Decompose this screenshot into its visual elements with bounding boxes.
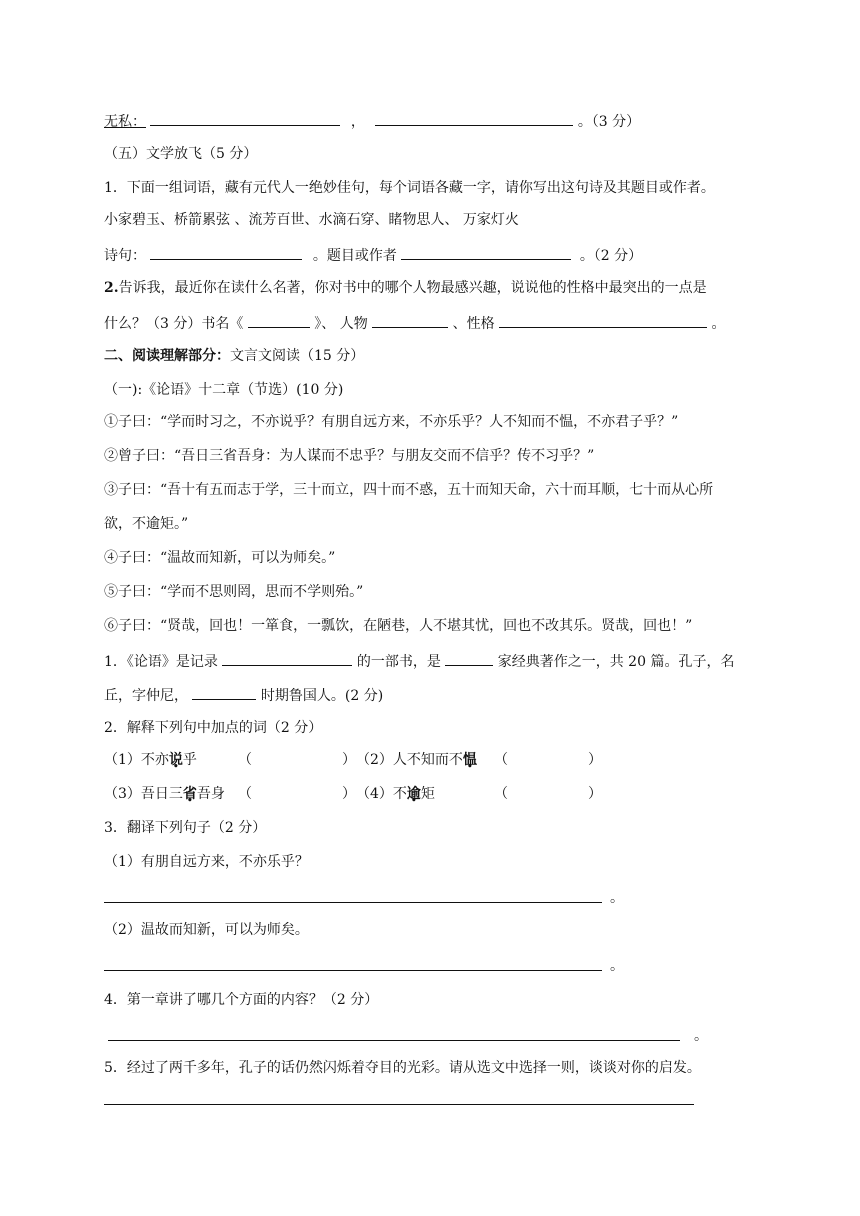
q2-tail: 。: [711, 316, 726, 332]
q2-text: 告诉我，最近你在读什么名著，你对书中的哪个人物最感兴趣，说说他的性格中最突出的一点是: [118, 280, 707, 296]
passage-4: ④子曰：“温故而知新，可以为师矣。”: [104, 550, 336, 566]
part2-title: [104, 346, 364, 366]
passage-3: ③子曰：“吾十有五而志于学，三十而立，四十而不惑，五十而知天命，六十而耳顺，七十而从心所: [104, 482, 714, 498]
r2-item-1-dot-word: 说: [168, 752, 183, 768]
q1-poem-label: 诗句：: [104, 248, 146, 264]
r2-item-2-pre: （2）人不知而不: [356, 752, 463, 768]
r1-e: 时期鲁国人。(2 分): [260, 688, 384, 704]
r2-item-4-post: 矩: [420, 786, 435, 802]
r2-item-2: [356, 750, 477, 770]
r2-item-2-close: ）: [588, 752, 602, 768]
passage-2: ②曾子曰：“吾日三省吾身：为人谋而不忠乎？与朋友交而不信乎？传不习乎？”: [104, 448, 595, 464]
r3-q2: （2）温故而知新，可以为师矣。: [104, 922, 309, 938]
r3-q1-period: 。: [610, 890, 624, 906]
part2-title-rest: 文言文阅读（15 分）: [230, 348, 365, 364]
passage-3-cont: 欲，不逾矩。”: [104, 516, 189, 532]
r4-title: 4．第一章讲了哪几个方面的内容？（2 分）: [104, 992, 379, 1008]
q1-text: 1．下面一组词语，藏有元代人一绝妙佳句，每个词语各藏一字，请你写出这句诗及其题目或作者。: [104, 180, 715, 196]
q2-start: 什么？（3 分）书名《: [104, 316, 244, 332]
r3-q1-answer-line[interactable]: [104, 902, 602, 903]
r1-a: 1．《论语》是记录: [104, 654, 218, 670]
q2-trait-blank[interactable]: [499, 312, 707, 328]
q2-person-blank[interactable]: [372, 312, 448, 328]
part2-title-bold: 二、阅读理解部分：: [104, 348, 230, 364]
r2-item-3-open: （: [238, 786, 252, 802]
r1-blank-2[interactable]: [445, 650, 493, 666]
r5-title: 5．经过了两千多年，孔子的话仍然闪烁着夺目的光彩。请从选文中选择一则，谈谈对你的启发。: [104, 1060, 701, 1076]
q2-mid2: 、性格: [452, 316, 495, 332]
r2-item-1-post: 乎: [182, 752, 197, 768]
q1-words: 小家碧玉、桥箭累弦 、流芳百世、水滴石穿、睹物思人、 万家灯火: [104, 212, 519, 228]
r3-q2-answer-line[interactable]: [104, 970, 602, 971]
q1-tail: 。（2 分）: [579, 248, 643, 264]
r2-item-4-close: ）: [588, 786, 602, 802]
r5-answer-line[interactable]: [104, 1104, 694, 1105]
r3-q1: （1）有朋自远方来，不亦乐乎？: [104, 854, 309, 870]
q1-sep: 。题目或作者: [312, 248, 397, 264]
q2-line2: [104, 312, 726, 334]
wusi-line: [104, 110, 640, 132]
q1-poem-blank[interactable]: [150, 244, 302, 260]
sub1-title: （一):《论语》十二章（节选）(10 分): [104, 382, 344, 398]
q2-num: 2.: [104, 280, 119, 296]
q2-book-blank[interactable]: [248, 312, 310, 328]
r1-line2: [104, 684, 383, 706]
r2-item-3: [104, 784, 225, 804]
passage-1: ①子曰：“学而时习之，不亦说乎？有朋自远方来，不亦乐乎？人不知而不愠，不亦君子乎？”: [104, 414, 679, 430]
r1-c: 家经典著作之一，共 20 篇。孔子，名: [497, 654, 735, 670]
r1-blank-1[interactable]: [222, 650, 352, 666]
r2-item-3-dot-word: 省: [182, 786, 197, 802]
q1-answer-line: [104, 244, 642, 266]
wusi-blank-2[interactable]: [375, 110, 573, 126]
r2-item-1-pre: （1）不亦: [104, 752, 169, 768]
r4-answer-line[interactable]: [108, 1040, 680, 1041]
r2-item-3-post: 吾身: [196, 786, 225, 802]
r3-q2-period: 。: [610, 958, 624, 974]
passage-5: ⑤子曰：“学而不思则罔，思而不学则殆。”: [104, 584, 364, 600]
r1-b: 的一部书，是: [356, 654, 441, 670]
r1-line1: [104, 650, 734, 672]
r1-blank-3[interactable]: [192, 684, 256, 700]
r2-item-4: [356, 784, 435, 804]
wusi-comma: ，: [350, 114, 365, 130]
wusi-blank-1[interactable]: [150, 110, 340, 126]
section5-title: （五）文学放飞（5 分）: [104, 146, 258, 162]
q2-line1: [104, 278, 707, 298]
r2-item-1-close: ）: [342, 752, 356, 768]
r2-item-1-open: （: [238, 752, 252, 768]
q2-mid1: 》、 人物: [314, 316, 368, 332]
r2-title: 2．解释下列句中加点的词（2 分）: [104, 720, 323, 736]
r1-d: 丘，字仲尼，: [104, 688, 188, 704]
passage-6: ⑥子曰：“贤哉，回也！一箪食，一瓢饮，在陋巷，人不堪其忧，回也不改其乐。贤哉，回也！”: [104, 618, 693, 634]
r2-item-2-open: （: [494, 752, 508, 768]
wusi-label: 无私：: [104, 114, 146, 130]
r2-item-4-pre: （4）不: [356, 786, 407, 802]
q1-author-blank[interactable]: [401, 244, 571, 260]
r2-item-3-close: ）: [342, 786, 356, 802]
r2-item-2-dot-word: 愠: [462, 752, 477, 768]
r2-item-3-pre: （3）吾日三: [104, 786, 183, 802]
r3-title: 3．翻译下列句子（2 分）: [104, 820, 267, 836]
r2-item-4-open: （: [494, 786, 508, 802]
r2-item-1: [104, 750, 197, 770]
r4-period: 。: [694, 1028, 708, 1044]
wusi-tail: 。（3 分）: [577, 114, 641, 130]
r2-item-4-dot-word: 逾: [406, 786, 421, 802]
